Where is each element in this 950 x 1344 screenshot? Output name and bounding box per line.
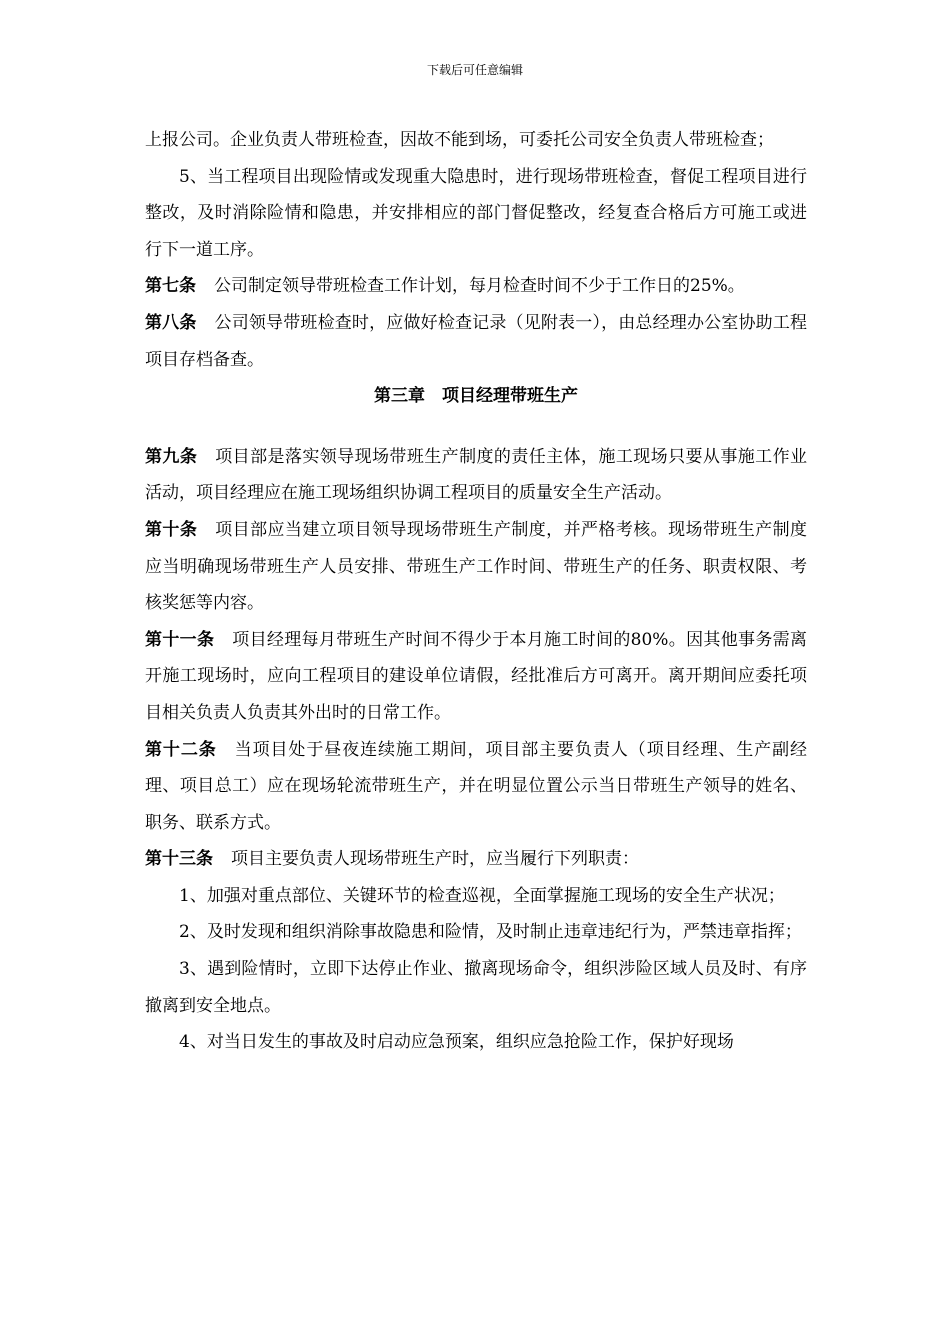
article-label: 第十条 [145,519,198,540]
article-text: 项目主要负责人现场带班生产时，应当履行下列职责： [231,849,639,870]
article-label: 第十一条 [145,629,215,650]
list-item: 4、对当日发生的事故及时启动应急预案，组织应急抢险工作，保护好现场 [179,1032,734,1053]
article-label: 第八条 [145,312,197,333]
article-8 [145,305,807,378]
article-text: 项目部是落实领导现场带班生产制度的责任主体，施工现场只要从事施工作业活动，项目经理应在施工现场组织协调工程项目的质量安全生产活动。 [145,446,807,504]
article-label: 第九条 [145,446,198,467]
article-10 [145,512,807,622]
article-label: 第七条 [145,276,196,297]
article-text: 公司制定领导带班检查工作计划，每月检查时间不少于工作日的25%。 [214,276,745,297]
paragraph: 5、当工程项目出现险情或发现重大隐患时，进行现场带班检查，督促工程项目进行整改，及时消除险情和隐患，并安排相应的部门督促整改，经复查合格后方可施工或进行下一道工序。 [145,166,807,260]
paragraph: 上报公司。企业负责人带班检查，因故不能到场，可委托公司安全负责人带班检查； [145,130,774,150]
article-11 [145,622,807,732]
document-body [145,122,807,1061]
article-7 [145,268,807,305]
article-9 [145,439,807,512]
article-13 [145,841,807,878]
page-header: 下载后可任意编辑 [426,63,523,77]
article-text: 项目经理每月带班生产时间不得少于本月施工时间的80%。因其他事务需离开施工现场时，应向工程项目的建设单位请假，经批准后方可离开。离开期间应委托项目相关负责人负责其外出时的日常工作。 [145,629,807,723]
article-label: 第十三条 [145,849,213,870]
article-text: 项目部应当建立项目领导现场带班生产制度，并严格考核。现场带班生产制度应当明确现场带班生产人员安排、带班生产工作时间、带班生产的任务、职责权限、考核奖惩等内容。 [145,519,807,614]
chapter-heading: 第三章 项目经理带班生产 [374,386,578,407]
article-12 [145,732,807,842]
article-text: 公司领导带班检查时，应做好检查记录（见附表一），由总经理办公室协助工程项目存档备查。 [145,312,808,370]
list-item: 2、及时发现和组织消除事故隐患和险情，及时制止违章违纪行为，严禁违章指挥； [179,922,802,943]
list-item: 3、遇到险情时，立即下达停止作业、撤离现场命令，组织涉险区域人员及时、有序撤离到安全地点。 [145,959,807,1016]
article-text: 当项目处于昼夜连续施工期间，项目部主要负责人（项目经理、生产副经理、项目总工）应在现场轮流带班生产，并在明显位置公示当日带班生产领导的姓名、职务、联系方式。 [145,739,808,833]
article-label: 第十二条 [145,739,217,760]
list-item: 1、加强对重点部位、关键环节的检查巡视，全面掌握施工现场的安全生产状况； [179,885,785,906]
